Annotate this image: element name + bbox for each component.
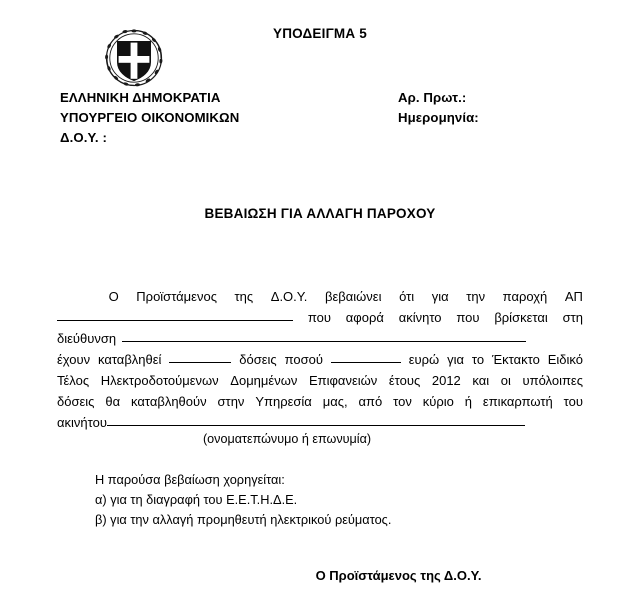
body-word: ακίνητο bbox=[398, 310, 442, 325]
body-word: ποσού bbox=[284, 352, 323, 367]
body-word: για bbox=[431, 289, 449, 304]
protocol-number-label: Αρ. Πρωτ.: bbox=[398, 90, 467, 105]
body-word: Ο bbox=[108, 289, 119, 304]
org-line-republic: ΕΛΛΗΝΙΚΗ ΔΗΜΟΚΡΑΤΙΑ bbox=[60, 90, 221, 105]
date-label: Ημερομηνία: bbox=[398, 110, 479, 125]
body-word: που bbox=[307, 310, 331, 325]
body-word: Επιφανειών bbox=[308, 373, 378, 388]
body-word: 2012 bbox=[431, 373, 461, 388]
body-line-5 bbox=[57, 370, 583, 391]
body-word: παροχή bbox=[502, 289, 548, 304]
body-line-3 bbox=[57, 328, 583, 349]
body-word: δόσεις bbox=[239, 352, 277, 367]
address-label: διεύθυνση bbox=[57, 331, 117, 346]
body-line-7 bbox=[57, 412, 583, 433]
body-word: Προϊστάμενος bbox=[136, 289, 217, 304]
body-line-2 bbox=[57, 307, 583, 328]
greek-coat-of-arms-icon bbox=[104, 28, 164, 88]
installments-count-blank[interactable] bbox=[169, 349, 231, 363]
document-title: ΒΕΒΑΙΩΣΗ ΓΙΑ ΑΛΛΑΓΗ ΠΑΡΟΧΟΥ bbox=[204, 206, 436, 221]
body-word: βεβαιώνει bbox=[324, 289, 382, 304]
body-word: καταβληθεί bbox=[98, 352, 162, 367]
closing-intro: Η παρούσα βεβαίωση χορηγείται: bbox=[95, 472, 285, 487]
body-word: έχουν bbox=[57, 352, 91, 367]
owner-name-blank[interactable] bbox=[107, 412, 525, 426]
amount-blank[interactable] bbox=[331, 349, 401, 363]
body-word: ΑΠ bbox=[564, 289, 583, 304]
body-word: για bbox=[447, 352, 464, 367]
body-word: αφορά bbox=[345, 310, 384, 325]
supply-number-blank[interactable] bbox=[57, 307, 293, 321]
body-word: που bbox=[456, 310, 480, 325]
body-word: επικαρπωτή bbox=[482, 394, 553, 409]
body-line-1 bbox=[57, 286, 583, 307]
body-word: ευρώ bbox=[408, 352, 440, 367]
body-word: Δ.Ο.Υ. bbox=[270, 289, 308, 304]
body-word: μας, bbox=[322, 394, 348, 409]
body-word: Δομημένων bbox=[230, 373, 298, 388]
body-word: Τέλος bbox=[57, 373, 90, 388]
body-word: και bbox=[472, 373, 490, 388]
body-word: ή bbox=[464, 394, 473, 409]
body-word: υπόλοιπες bbox=[522, 373, 583, 388]
body-word: Ηλεκτροδοτούμενων bbox=[100, 373, 219, 388]
first-line-indent bbox=[57, 286, 91, 307]
body-word: της bbox=[234, 289, 254, 304]
closing-item-a: α) για τη διαγραφή του Ε.Ε.Τ.Η.Δ.Ε. bbox=[95, 492, 298, 507]
body-word: Έκτακτο bbox=[491, 352, 540, 367]
body-word: θα bbox=[105, 394, 121, 409]
form-number: ΥΠΟΔΕΙΓΜΑ 5 bbox=[273, 26, 367, 41]
signature-label: Ο Προϊστάμενος της Δ.Ο.Υ. bbox=[315, 568, 482, 583]
owner-name-caption: (ονοματεπώνυμο ή επωνυμία) bbox=[202, 432, 372, 446]
body-word: κύριο bbox=[422, 394, 454, 409]
closing-block bbox=[95, 470, 391, 530]
body-word: καταβληθούν bbox=[131, 394, 207, 409]
closing-item-b: β) για την αλλαγή προμηθευτή ηλεκτρικού ρεύματος. bbox=[95, 512, 392, 527]
body-word: Υπηρεσία bbox=[255, 394, 312, 409]
address-blank[interactable] bbox=[122, 328, 526, 342]
body-text bbox=[57, 286, 583, 433]
org-line-ministry: ΥΠΟΥΡΓΕΙΟ ΟΙΚΟΝΟΜΙΚΩΝ bbox=[60, 110, 240, 125]
body-line-6 bbox=[57, 391, 583, 412]
body-word: την bbox=[466, 289, 486, 304]
body-word: το bbox=[471, 352, 485, 367]
body-word: στη bbox=[562, 310, 583, 325]
protocol-meta-block bbox=[398, 88, 479, 128]
body-word: έτους bbox=[388, 373, 421, 388]
property-label: ακινήτου bbox=[57, 415, 107, 430]
org-line-tax-office: Δ.Ο.Υ. : bbox=[60, 130, 107, 145]
organization-block bbox=[60, 88, 239, 148]
body-word: Ειδικό bbox=[547, 352, 583, 367]
signature-block bbox=[0, 568, 640, 583]
body-word: δόσεις bbox=[57, 394, 95, 409]
body-line-4 bbox=[57, 349, 583, 370]
body-word: τον bbox=[393, 394, 412, 409]
body-word: οι bbox=[500, 373, 511, 388]
body-word: ότι bbox=[399, 289, 415, 304]
body-word: του bbox=[563, 394, 583, 409]
body-word: στην bbox=[217, 394, 245, 409]
body-word: βρίσκεται bbox=[494, 310, 548, 325]
body-word: από bbox=[358, 394, 383, 409]
